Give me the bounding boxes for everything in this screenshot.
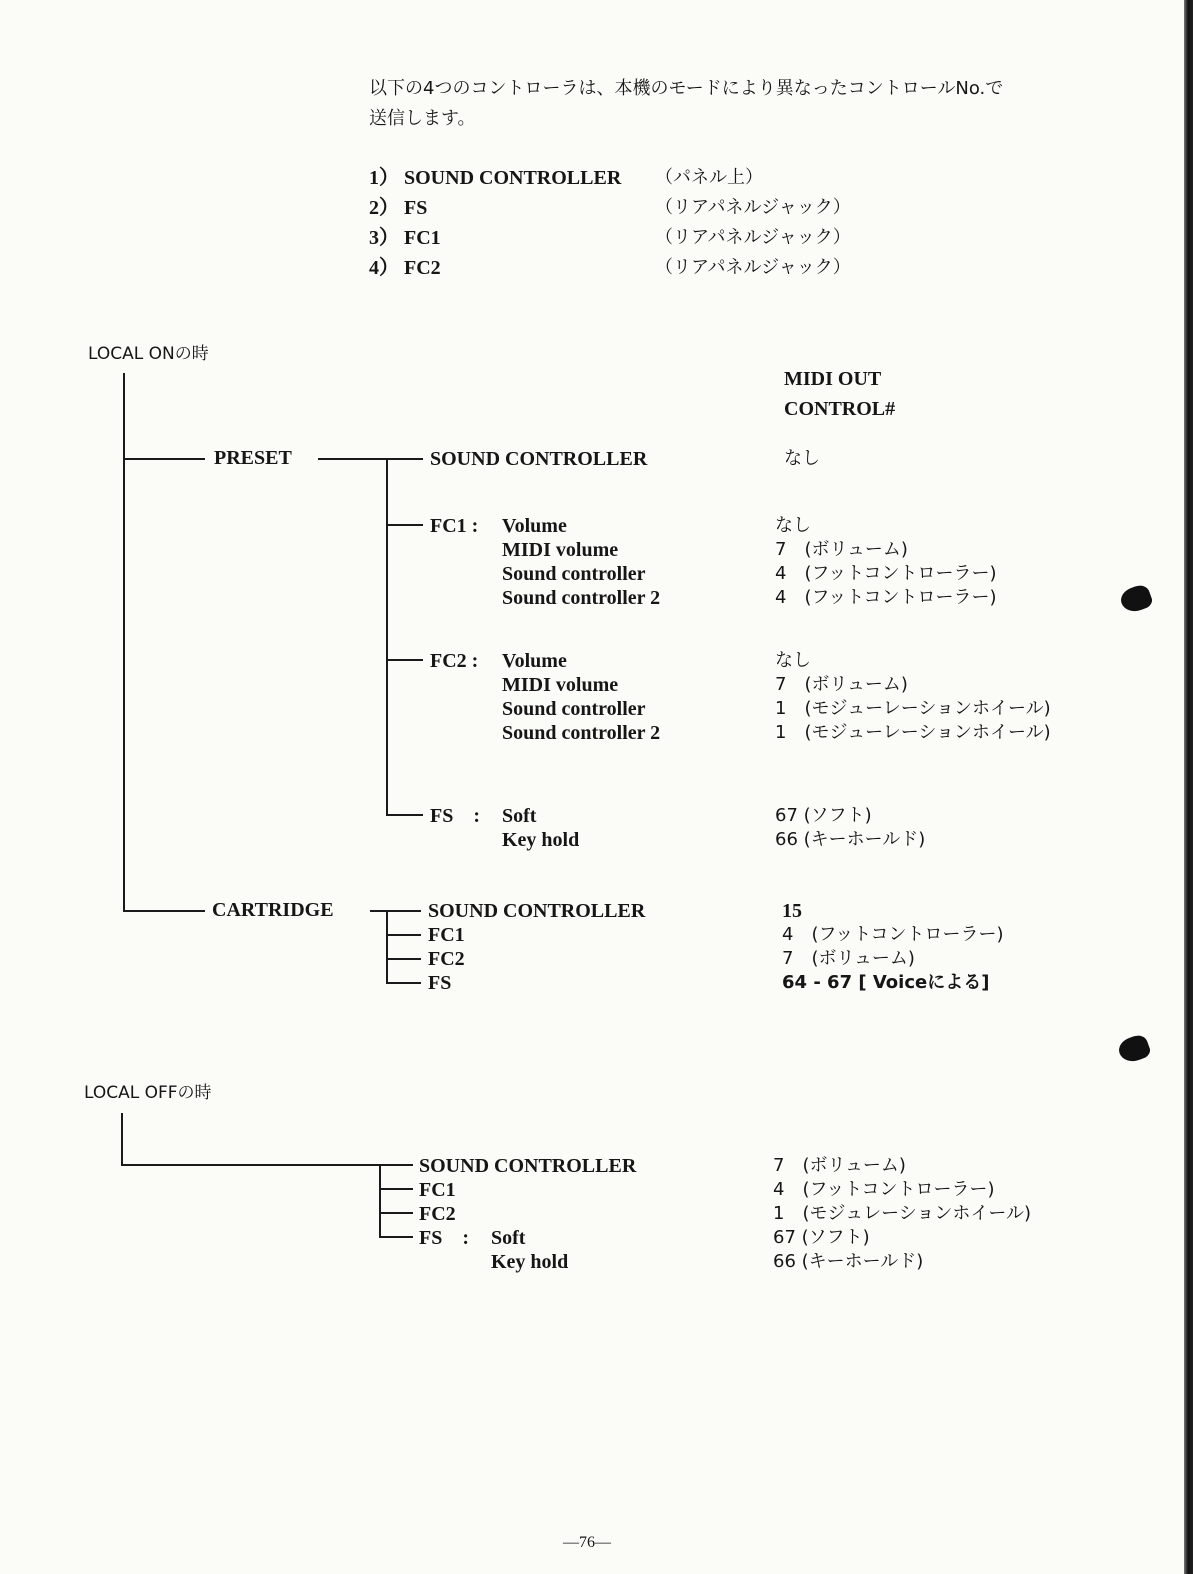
cartridge-item-value: 4 (フットコントローラー) [782, 924, 1004, 945]
preset-sound-controller-label: SOUND CONTROLLER [430, 448, 648, 470]
tree-trunk-line [386, 458, 388, 815]
controller-location: （リアパネルジャック） [655, 257, 851, 278]
preset-fc1-value: 7 (ボリューム) [775, 539, 908, 560]
local-off-item-value: 7 (ボリューム) [773, 1155, 906, 1176]
controller-location: （パネル上） [655, 167, 763, 188]
local-off-item-name: FC2 [419, 1203, 456, 1225]
controller-num: 2） [369, 197, 399, 219]
local-off-item-sub: Soft [491, 1227, 526, 1249]
hole-punch-mark [1116, 1033, 1152, 1066]
preset-fc2-value: なし [775, 650, 811, 671]
preset-fc2-param: Sound controller 2 [502, 722, 661, 744]
cartridge-item-name: SOUND CONTROLLER [428, 900, 646, 922]
preset-fc1-param: Volume [502, 515, 567, 537]
cartridge-label: CARTRIDGE [212, 899, 334, 921]
preset-fs-value: 66 (キーホールド) [775, 829, 926, 850]
cartridge-item-name: FC2 [428, 948, 465, 970]
cartridge-item-name: FC1 [428, 924, 465, 946]
cartridge-item-value: 15 [782, 900, 802, 922]
preset-fc2-value: 7 (ボリューム) [775, 674, 908, 695]
local-on-heading: LOCAL ONの時 [88, 344, 209, 364]
controller-name: SOUND CONTROLLER [404, 167, 622, 189]
scan-edge-shadow [1184, 0, 1193, 1574]
tree-branch-line [386, 659, 423, 661]
tree-branch-line [123, 458, 205, 460]
preset-fc2-value: 1 (モジューレーションホイール) [775, 722, 1051, 743]
tree-branch-line [318, 458, 423, 460]
preset-fc2-value: 1 (モジューレーションホイール) [775, 698, 1051, 719]
preset-fc2-param: Sound controller [502, 698, 646, 720]
tree-trunk-line [379, 1164, 381, 1238]
tree-branch-line [379, 1188, 413, 1190]
local-off-item-name: SOUND CONTROLLER [419, 1155, 637, 1177]
tree-branch-line [386, 524, 423, 526]
preset-fc1-param: Sound controller 2 [502, 587, 661, 609]
tree-branch-line [386, 982, 421, 984]
hole-punch-mark [1118, 583, 1154, 616]
local-off-item-sub: Key hold [491, 1251, 569, 1273]
preset-fc1-value: 4 (フットコントローラー) [775, 587, 997, 608]
tree-trunk-line [386, 910, 388, 984]
controller-name: FC2 [404, 257, 441, 279]
cartridge-item-value: 64 - 67 [ Voiceによる] [782, 972, 990, 993]
controller-num: 4） [369, 257, 399, 279]
controller-num: 3） [369, 227, 399, 249]
controller-location: （リアパネルジャック） [655, 197, 851, 218]
tree-branch-line [386, 934, 421, 936]
preset-fc2-label: FC2 : [430, 650, 479, 672]
page-number: —76— [563, 1534, 611, 1551]
cartridge-item-name: FS [428, 972, 452, 994]
preset-fc1-value: 4 (フットコントローラー) [775, 563, 997, 584]
preset-label: PRESET [214, 447, 292, 469]
local-off-item-value: 66 (キーホールド) [773, 1251, 924, 1272]
tree-branch-line [123, 910, 205, 912]
preset-fs-value: 67 (ソフト) [775, 805, 872, 826]
midi-out-header: MIDI OUT [784, 368, 882, 390]
local-off-heading: LOCAL OFFの時 [84, 1083, 212, 1103]
preset-fs-param: Key hold [502, 829, 580, 851]
preset-fs-label: FS : [430, 805, 480, 827]
tree-branch-line [386, 958, 421, 960]
local-off-item-value: 4 (フットコントローラー) [773, 1179, 995, 1200]
controller-name: FS [404, 197, 428, 219]
control-number-header: CONTROL# [784, 398, 896, 420]
preset-fc1-value: なし [775, 515, 811, 536]
tree-branch-line [121, 1164, 413, 1166]
local-off-item-value: 1 (モジュレーションホイール) [773, 1203, 1032, 1224]
intro-line-2: 送信します。 [369, 108, 476, 129]
preset-fc1-param: MIDI volume [502, 539, 619, 561]
tree-trunk-line [121, 1113, 123, 1166]
preset-sound-controller-value: なし [784, 448, 820, 469]
preset-fc1-param: Sound controller [502, 563, 646, 585]
preset-fc1-label: FC1 : [430, 515, 479, 537]
tree-branch-line [386, 814, 423, 816]
tree-trunk-line [123, 373, 125, 911]
tree-branch-line [370, 910, 421, 912]
local-off-item-name: FS : [419, 1227, 469, 1249]
controller-num: 1） [369, 167, 399, 189]
local-off-item-value: 67 (ソフト) [773, 1227, 870, 1248]
preset-fc2-param: MIDI volume [502, 674, 619, 696]
tree-branch-line [379, 1212, 413, 1214]
controller-location: （リアパネルジャック） [655, 227, 851, 248]
tree-branch-line [379, 1236, 413, 1238]
preset-fc2-param: Volume [502, 650, 567, 672]
controller-name: FC1 [404, 227, 441, 249]
cartridge-item-value: 7 (ボリューム) [782, 948, 915, 969]
preset-fs-param: Soft [502, 805, 537, 827]
local-off-item-name: FC1 [419, 1179, 456, 1201]
intro-line-1: 以下の4つのコントローラは、本機のモードにより異なったコントロールNo.で [369, 78, 1004, 99]
